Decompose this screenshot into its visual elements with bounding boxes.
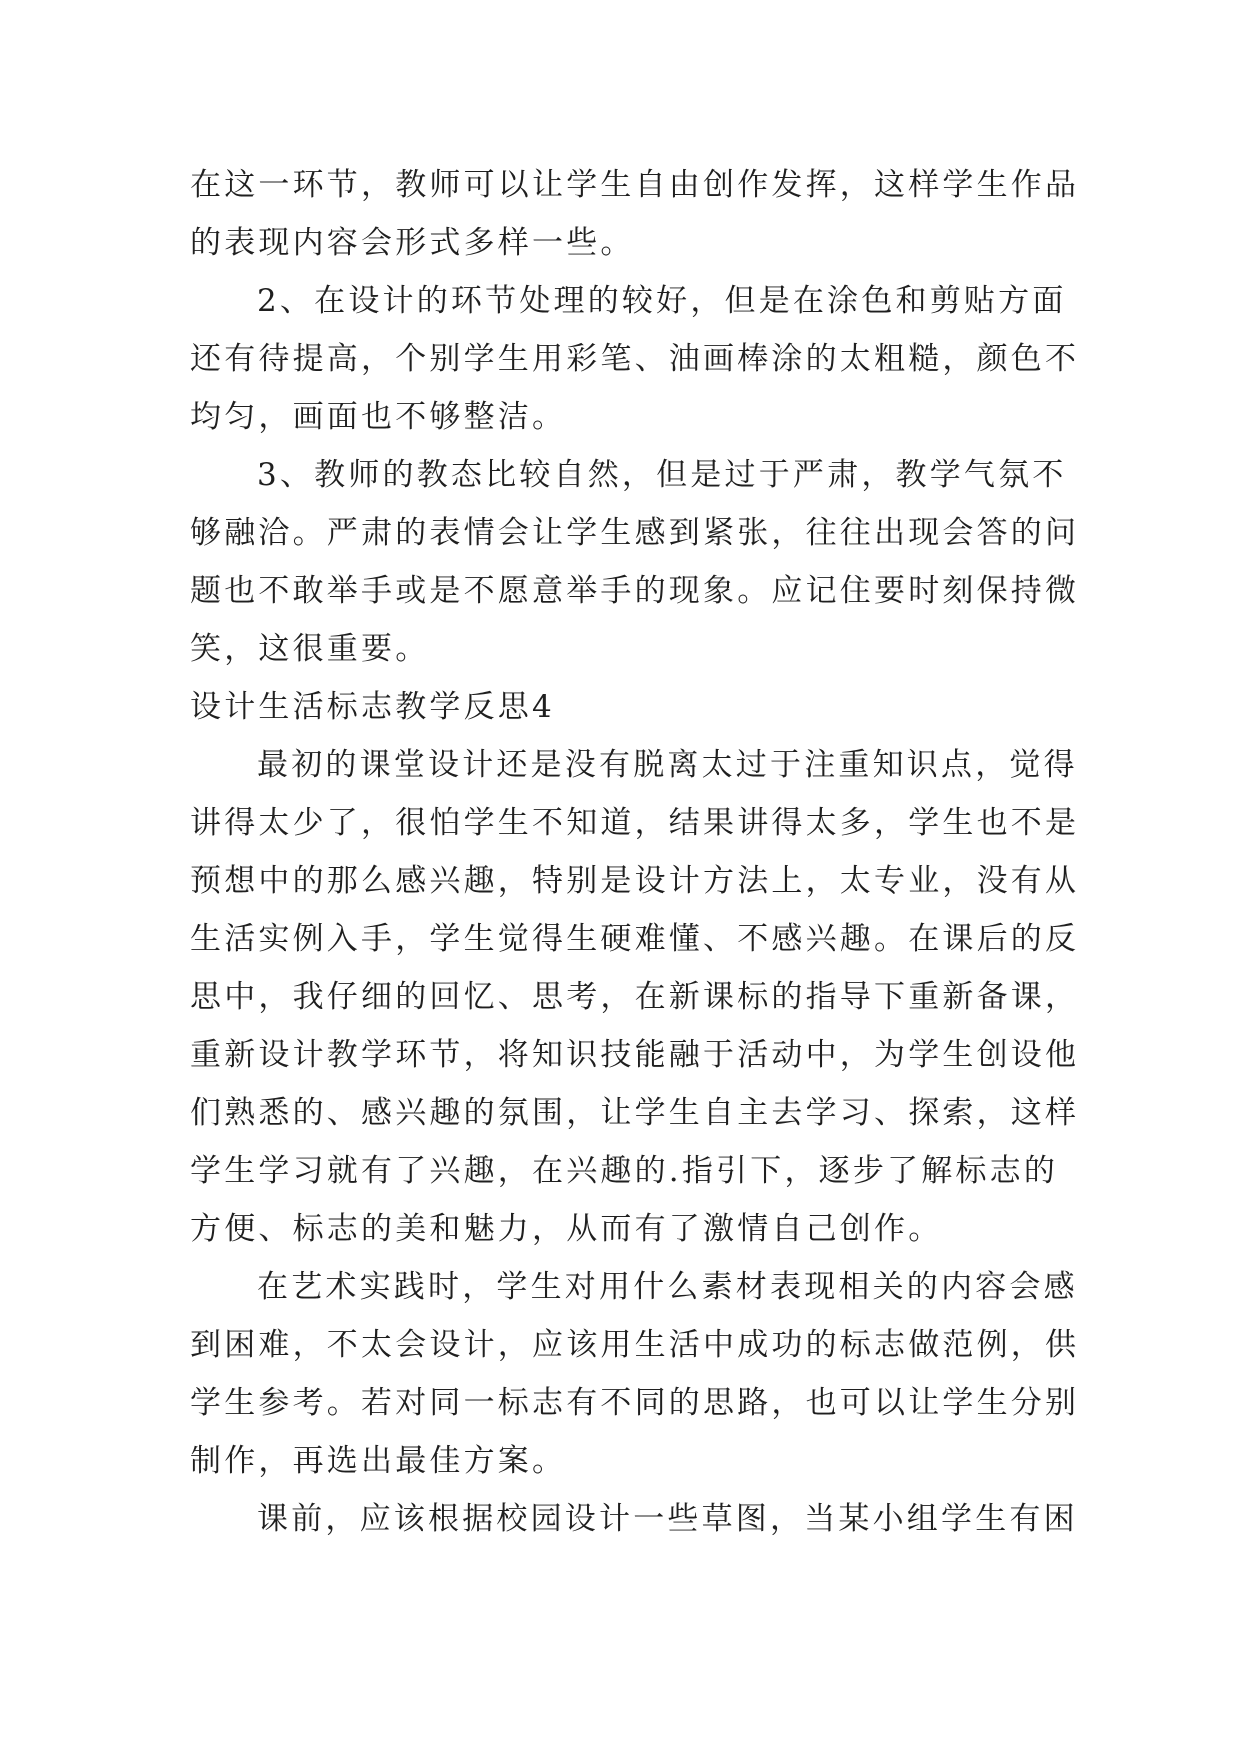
body-text-line: 均匀，画面也不够整洁。 — [190, 399, 567, 435]
body-text-line: 重新设计教学环节，将知识技能融于活动中，为学生创设他 — [190, 1037, 1080, 1073]
body-text-line: 制作，再选出最佳方案。 — [190, 1443, 567, 1479]
body-text-line: 方便、标志的美和魅力，从而有了激情自己创作。 — [190, 1211, 943, 1247]
section-heading: 设计生活标志教学反思4 — [190, 689, 555, 725]
body-text-line: 生活实例入手，学生觉得生硬难懂、不感兴趣。在课后的反 — [190, 921, 1080, 957]
body-text-line: 够融洽。严肃的表情会让学生感到紧张，往往出现会答的问 — [190, 515, 1080, 551]
body-text-line: 预想中的那么感兴趣，特别是设计方法上，太专业，没有从 — [190, 863, 1080, 899]
body-text-line: 学生参考。若对同一标志有不同的思路，也可以让学生分别 — [190, 1385, 1080, 1421]
body-text-line: 在这一环节，教师可以让学生自由创作发挥，这样学生作品 — [190, 167, 1080, 203]
body-text-line: 笑，这很重要。 — [190, 631, 430, 667]
body-text-line: 的表现内容会形式多样一些。 — [190, 225, 635, 261]
body-text-line: 思中，我仔细的回忆、思考，在新课标的指导下重新备课， — [190, 979, 1080, 1015]
body-text-line: 到困难，不太会设计，应该用生活中成功的标志做范例，供 — [190, 1327, 1080, 1363]
paragraph-first-line: 最初的课堂设计还是没有脱离太过于注重知识点，觉得 — [257, 747, 1078, 783]
paragraph-first-line: 3、教师的教态比较自然，但是过于严肃，教学气氛不 — [257, 457, 1067, 493]
paragraph-first-line: 在艺术实践时，学生对用什么素材表现相关的内容会感 — [257, 1269, 1078, 1305]
body-text-line: 们熟悉的、感兴趣的氛围，让学生自主去学习、探索，这样 — [190, 1095, 1080, 1131]
paragraph-first-line: 2、在设计的环节处理的较好，但是在涂色和剪贴方面 — [257, 283, 1067, 319]
body-text-line: 还有待提高，个别学生用彩笔、油画棒涂的太粗糙，颜色不 — [190, 341, 1080, 377]
body-text-line: 题也不敢举手或是不愿意举手的现象。应记住要时刻保持微 — [190, 573, 1080, 609]
body-text-line: 讲得太少了，很怕学生不知道，结果讲得太多，学生也不是 — [190, 805, 1080, 841]
paragraph-first-line: 课前，应该根据校园设计一些草图，当某小组学生有困 — [257, 1501, 1078, 1537]
body-text-line: 学生学习就有了兴趣，在兴趣的.指引下，逐步了解标志的 — [190, 1153, 1059, 1189]
